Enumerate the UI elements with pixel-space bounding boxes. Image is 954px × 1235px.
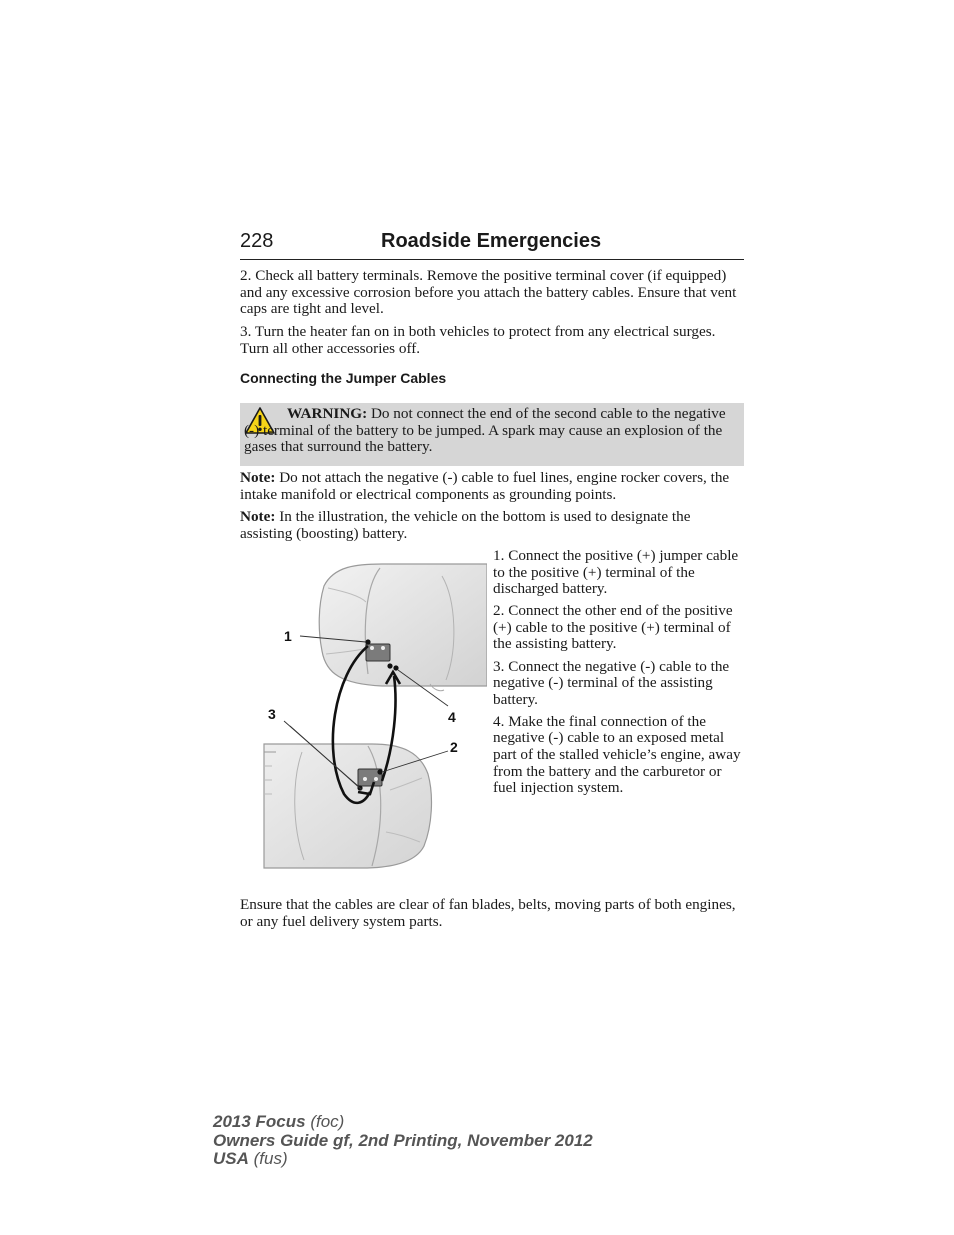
page-footer <box>213 1113 593 1169</box>
footer-line-3 <box>213 1150 593 1169</box>
footer-region: USA <box>213 1149 249 1169</box>
discharged-vehicle <box>319 564 487 691</box>
note-1-label: Note: <box>240 469 276 486</box>
subheading: Connecting the Jumper Cables <box>240 370 447 386</box>
note-1 <box>240 470 746 503</box>
assisting-vehicle <box>264 744 431 868</box>
callout-3: 3 <box>268 706 276 722</box>
note-2 <box>240 509 746 542</box>
footer-model-code: (foc) <box>310 1112 345 1131</box>
callout-2: 2 <box>450 739 458 755</box>
intro-step-3: 3. Turn the heater fan on in both vehicles to protect from any electrical surges. Turn all other accessories off. <box>240 323 716 357</box>
page-number: 228 <box>240 230 274 252</box>
warning-text <box>244 406 732 456</box>
page-header <box>240 229 744 260</box>
callout-1: 1 <box>284 628 292 644</box>
note-1-text: Do not attach the negative (-) cable to fuel lines, engine rocker covers, the intake manifold or electrical components as grounding points. <box>240 469 730 503</box>
closing-paragraph: Ensure that the cables are clear of fan blades, belts, moving parts of both engines, or any fuel delivery system parts. <box>240 896 736 930</box>
note-2-text: In the illustration, the vehicle on the bottom is used to designate the assisting (boosting) battery. <box>240 508 691 542</box>
jumper-step-3: 3. Connect the negative (-) cable to the negative (-) terminal of the assisting battery. <box>493 657 730 708</box>
jumper-step-2: 2. Connect the other end of the positive (+) cable to the positive (+) terminal of the assisting battery. <box>493 602 733 653</box>
jumper-steps-list <box>493 548 745 802</box>
jumper-step-4: 4. Make the final connection of the negative (-) cable to an exposed metal part of the stalled vehicle’s engine, away from the battery and the carburetor or fuel injection system. <box>493 712 741 797</box>
footer-line-1 <box>213 1113 593 1132</box>
note-2-label: Note: <box>240 508 276 525</box>
jumper-step-1: 1. Connect the positive (+) jumper cable to the positive (+) terminal of the discharged battery. <box>493 547 739 598</box>
warning-body: Do not connect the end of the second cable to the negative (-) terminal of the battery to be jumped. A spark may cause an explosion of the gases that surround the battery. <box>244 405 726 456</box>
footer-region-code: (fus) <box>253 1149 288 1169</box>
warning-label: WARNING: <box>287 405 368 422</box>
footer-guide: Owners Guide gf, 2nd Printing, November 2012 <box>213 1130 593 1150</box>
intro-step-2: 2. Check all battery terminals. Remove the positive terminal cover (if equipped) and any excessive corrosion before you attach the battery cables. Ensure that vent caps are tight and level. <box>240 267 737 318</box>
warning-box <box>240 403 744 466</box>
footer-model: 2013 Focus <box>213 1112 306 1131</box>
jumper-cable-illustration <box>262 556 487 874</box>
section-title: Roadside Emergencies <box>381 230 602 252</box>
callout-4: 4 <box>448 709 456 725</box>
